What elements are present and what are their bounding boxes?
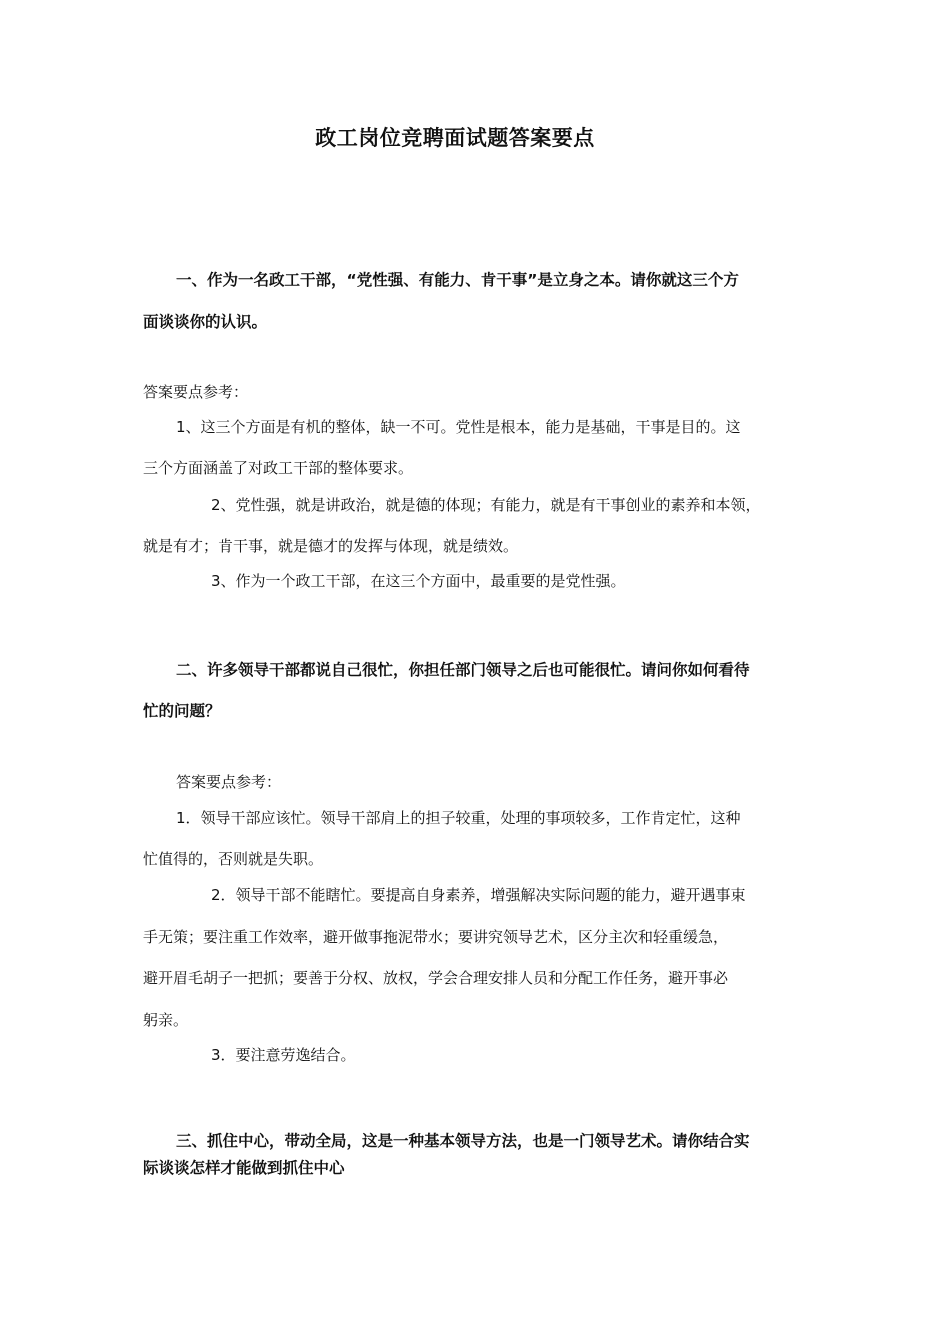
question-3-line-1: 三、抓住中心，带动全局，这是一种基本领导方法，也是一门领导艺术。请你结合实 (176, 1132, 750, 1150)
answer-1-point-3-line-1: 3、作为一个政工干部，在这三个方面中，最重要的是党性强。 (211, 572, 626, 590)
answer-2-point-1-line-2: 忙值得的，否则就是失职。 (143, 850, 324, 868)
answer-heading-2: 答案要点参考： (176, 773, 282, 791)
answer-2-point-2-line-2: 手无策；要注重工作效率，避开做事拖泥带水；要讲究领导艺术，区分主次和轻重缓急， (143, 928, 729, 946)
answer-2-point-2-line-1: 2．领导干部不能瞎忙。要提高自身素养，增强解决实际问题的能力，避开遇事束 (211, 886, 746, 904)
answer-2-point-2-line-4: 躬亲。 (143, 1011, 189, 1029)
answer-1-point-1-line-1: 1、这三个方面是有机的整体，缺一不可。党性是根本，能力是基础，干事是目的。这 (176, 418, 741, 436)
answer-2-point-3-line-1: 3．要注意劳逸结合。 (211, 1046, 356, 1064)
answer-1-point-1-line-2: 三个方面涵盖了对政工干部的整体要求。 (143, 459, 414, 477)
question-1-line-2: 面谈谈你的认识。 (143, 313, 268, 331)
answer-2-point-2-line-3: 避开眉毛胡子一把抓；要善于分权、放权，学会合理安排人员和分配工作任务，避开事必 (143, 969, 729, 987)
question-2-line-1: 二、许多领导干部都说自己很忙，你担任部门领导之后也可能很忙。请问你如何看待 (176, 661, 750, 679)
page-title: 政工岗位竞聘面试题答案要点 (315, 126, 595, 150)
answer-heading-1: 答案要点参考： (143, 383, 249, 401)
answer-1-point-2-line-1: 2、党性强，就是讲政治，就是德的体现；有能力，就是有干事创业的素养和本领， (211, 496, 761, 514)
question-1-line-1: 一、作为一名政工干部，“党性强、有能力、肯干事”是立身之本。请你就这三个方 (176, 271, 739, 289)
answer-2-point-1-line-1: 1．领导干部应该忙。领导干部肩上的担子较重，处理的事项较多，工作肯定忙，这种 (176, 809, 741, 827)
question-2-line-2: 忙的问题？ (143, 702, 221, 720)
question-3-line-2: 际谈谈怎样才能做到抓住中心 (143, 1159, 345, 1177)
answer-1-point-2-line-2: 就是有才；肯干事，就是德才的发挥与体现，就是绩效。 (143, 537, 519, 555)
